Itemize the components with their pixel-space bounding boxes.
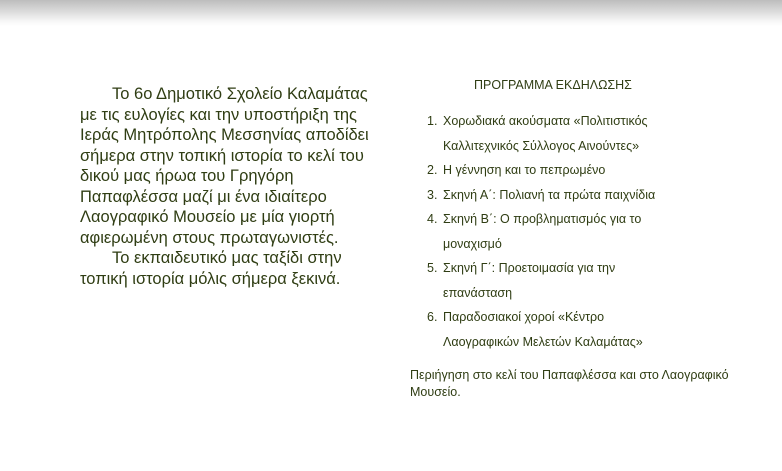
- intro-paragraph: Το 6ο Δημοτικό Σχολείο Καλαμάτας με τις ευλογίες και την υποστήριξη της Ιεράς Μητρόπολης Μεσσηνίας αποδίδει σήμερα στην τοπική ιστορία το κελί του δικού μας ήρωα του Γρηγόρη Παπαφλέσσα μαζί μι ένα ιδιαίτερο Λαογραφικό Μουσείο με μία γιορτή αφιερωμένη στους πρωταγωνιστές.: [80, 85, 369, 247]
- program-item: [410, 158, 655, 183]
- program-item-line: Λαογραφικών Μελετών Καλαμάτας»: [443, 334, 643, 349]
- program-item-number: 2.: [427, 163, 438, 177]
- program-item-number: 3.: [427, 187, 438, 202]
- program-item: [410, 183, 655, 208]
- program-item-line: Σκηνή Γ΄: Προετοιμασία για την: [443, 261, 616, 275]
- program-item-number: 5.: [427, 261, 438, 275]
- program-item-line: Σκηνή Α΄: Πολιανή τα πρώτα παιχνίδια: [443, 187, 656, 202]
- program-footer-note: Περιήγηση στο κελί του Παπαφλέσσα και στο Λαογραφικό Μουσείο.: [410, 368, 729, 399]
- program-item-number: 4.: [427, 212, 438, 226]
- program-title: ΠΡΟΓΡΑΜΜΑ ΕΚΔΗΛΩΣΗΣ: [474, 78, 632, 92]
- program-item-number: 1.: [427, 114, 438, 128]
- program-item: [410, 305, 655, 354]
- program-item-line: Καλλιτεχνικός Σύλλογος Αινούντες»: [443, 138, 640, 153]
- program-item-line: επανάσταση: [443, 285, 513, 300]
- program-item-number: 6.: [427, 310, 438, 324]
- program-item-line: Χορωδιακά ακούσματα «Πολιτιστικός: [443, 114, 648, 128]
- program-item: [410, 207, 655, 256]
- program-item: [410, 256, 655, 305]
- program-list: [410, 109, 655, 354]
- program-item-line: Η γέννηση και το πεπρωμένο: [443, 163, 606, 177]
- program-item-line: Σκηνή Β΄: Ο προβληματισμός για το: [443, 212, 642, 226]
- intro-text-column: [80, 84, 380, 289]
- program-item: [410, 109, 655, 158]
- program-item-line: Παραδοσιακοί χοροί «Κέντρο: [443, 310, 605, 324]
- program-item-line: μοναχισμό: [443, 236, 502, 251]
- intro-paragraph-closing: Το εκπαιδευτικό μας ταξίδι στην τοπική ιστορία μόλις σήμερα ξεκινά.: [80, 249, 342, 288]
- top-shadow: [0, 0, 782, 26]
